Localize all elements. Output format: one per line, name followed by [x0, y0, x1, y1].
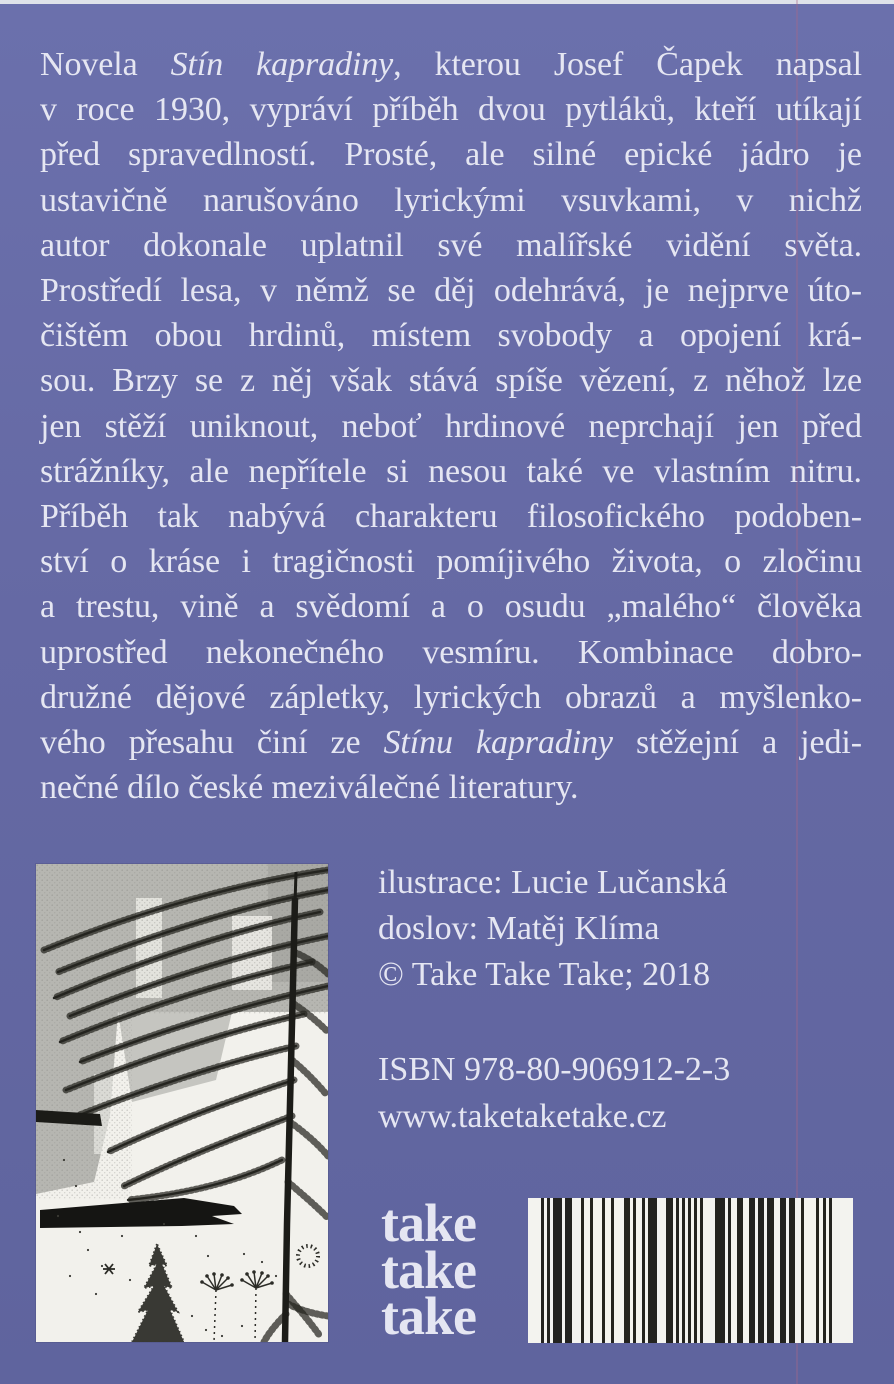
annotation-line: čištěm obou hrdinů, místem svobody a opojení krá- [40, 317, 862, 355]
barcode-bar [611, 1198, 614, 1343]
forest-illustration-svg [36, 864, 328, 1342]
barcode-bar [590, 1198, 593, 1343]
annotation-line: v roce 1930, vypráví příběh dvou pytláků, kteří utíkají [40, 91, 862, 129]
publisher-logo-taketaketake [381, 1193, 476, 1346]
barcode-bar [642, 1198, 645, 1343]
barcode-bar [789, 1198, 795, 1343]
annotation-line: autor dokonale uplatnil své malířské vidění světa. [40, 226, 862, 264]
barcode-bar [823, 1198, 826, 1343]
logo-line: take [381, 1286, 476, 1346]
credit-illustrator: ilustrace: Lucie Lučanská [378, 864, 728, 901]
barcode-bar [749, 1198, 755, 1343]
isbn-text: ISBN 978-80-906912-2-3 [378, 1051, 731, 1088]
barcode-bar [565, 1198, 571, 1343]
annotation-line: družné dějové zápletky, lyrických obrazů a myšlenko- [40, 678, 862, 716]
barcode-bar [676, 1198, 679, 1343]
annotation-line: před spravedlností. Prosté, ale silné epické jádro je [40, 136, 862, 174]
barcode-bar [715, 1198, 724, 1343]
annotation-line: sou. Brzy se z něj však stává spíše vězení, z něhož lze [40, 362, 862, 400]
barcode-bar [682, 1198, 685, 1343]
annotation-line: Prostředí lesa, v němž se děj odehrává, je nejprve úto- [40, 272, 862, 310]
book-annotation [40, 42, 862, 810]
annotation-line: vého přesahu činí ze Stínu kapradiny stěžejní a jedi- [40, 724, 862, 762]
website-text: www.taketaketake.cz [378, 1098, 667, 1135]
annotation-line: ství o kráse i tragičnosti pomíjivého života, o zločinu [40, 543, 862, 581]
annotation-line: a trestu, vině a svědomí a o osudu „malého“ člověka [40, 588, 862, 626]
scan-edge-top [0, 0, 894, 4]
barcode-bar [581, 1198, 584, 1343]
barcode-bar [780, 1198, 786, 1343]
annotation-line: nečné dílo české meziválečné literatury. [40, 769, 579, 807]
barcode-bar [633, 1198, 636, 1343]
credit-copyright: © Take Take Take; 2018 [378, 956, 711, 993]
barcode-bar [541, 1198, 544, 1343]
annotation-line: uprostřed nekonečného vesmíru. Kombinace dobro- [40, 633, 862, 671]
logo-line: take [381, 1239, 476, 1300]
annotation-line: Příběh tak nabývá charakteru filosofického podoben- [40, 498, 862, 536]
annotation-line: ustavičně narušováno lyrickými vsuvkami, v nichž [40, 181, 862, 219]
barcode-bar [694, 1198, 697, 1343]
barcode-bar [547, 1198, 550, 1343]
credits-block [378, 860, 727, 998]
barcode-bar [728, 1198, 731, 1343]
annotation-line: Novela Stín kapradiny, kterou Josef Čapek napsal [40, 46, 862, 83]
barcode-bar [602, 1198, 605, 1343]
barcode-bar [666, 1198, 672, 1343]
barcode-bar [767, 1198, 773, 1343]
barcode-bar [829, 1198, 832, 1343]
barcode [528, 1198, 853, 1343]
publication-block [378, 1046, 730, 1140]
credit-afterword: doslov: Matěj Klíma [378, 910, 660, 947]
barcode-bar [816, 1198, 819, 1343]
barcode-bar [737, 1198, 743, 1343]
annotation-line: jen stěží uniknout, neboť hrdinové neprchají jen před [40, 407, 862, 445]
barcode-bar [688, 1198, 691, 1343]
logo-line: take [381, 1193, 476, 1253]
barcode-bar [624, 1198, 630, 1343]
forest-illustration [36, 864, 328, 1342]
annotation-line: strážníky, ale nepřítele si nesou také ve vlastním nitru. [40, 452, 862, 490]
barcode-bar [801, 1198, 804, 1343]
barcode-bar [700, 1198, 703, 1343]
barcode-bar [553, 1198, 562, 1343]
barcode-bar [758, 1198, 764, 1343]
barcode-bar [648, 1198, 657, 1343]
